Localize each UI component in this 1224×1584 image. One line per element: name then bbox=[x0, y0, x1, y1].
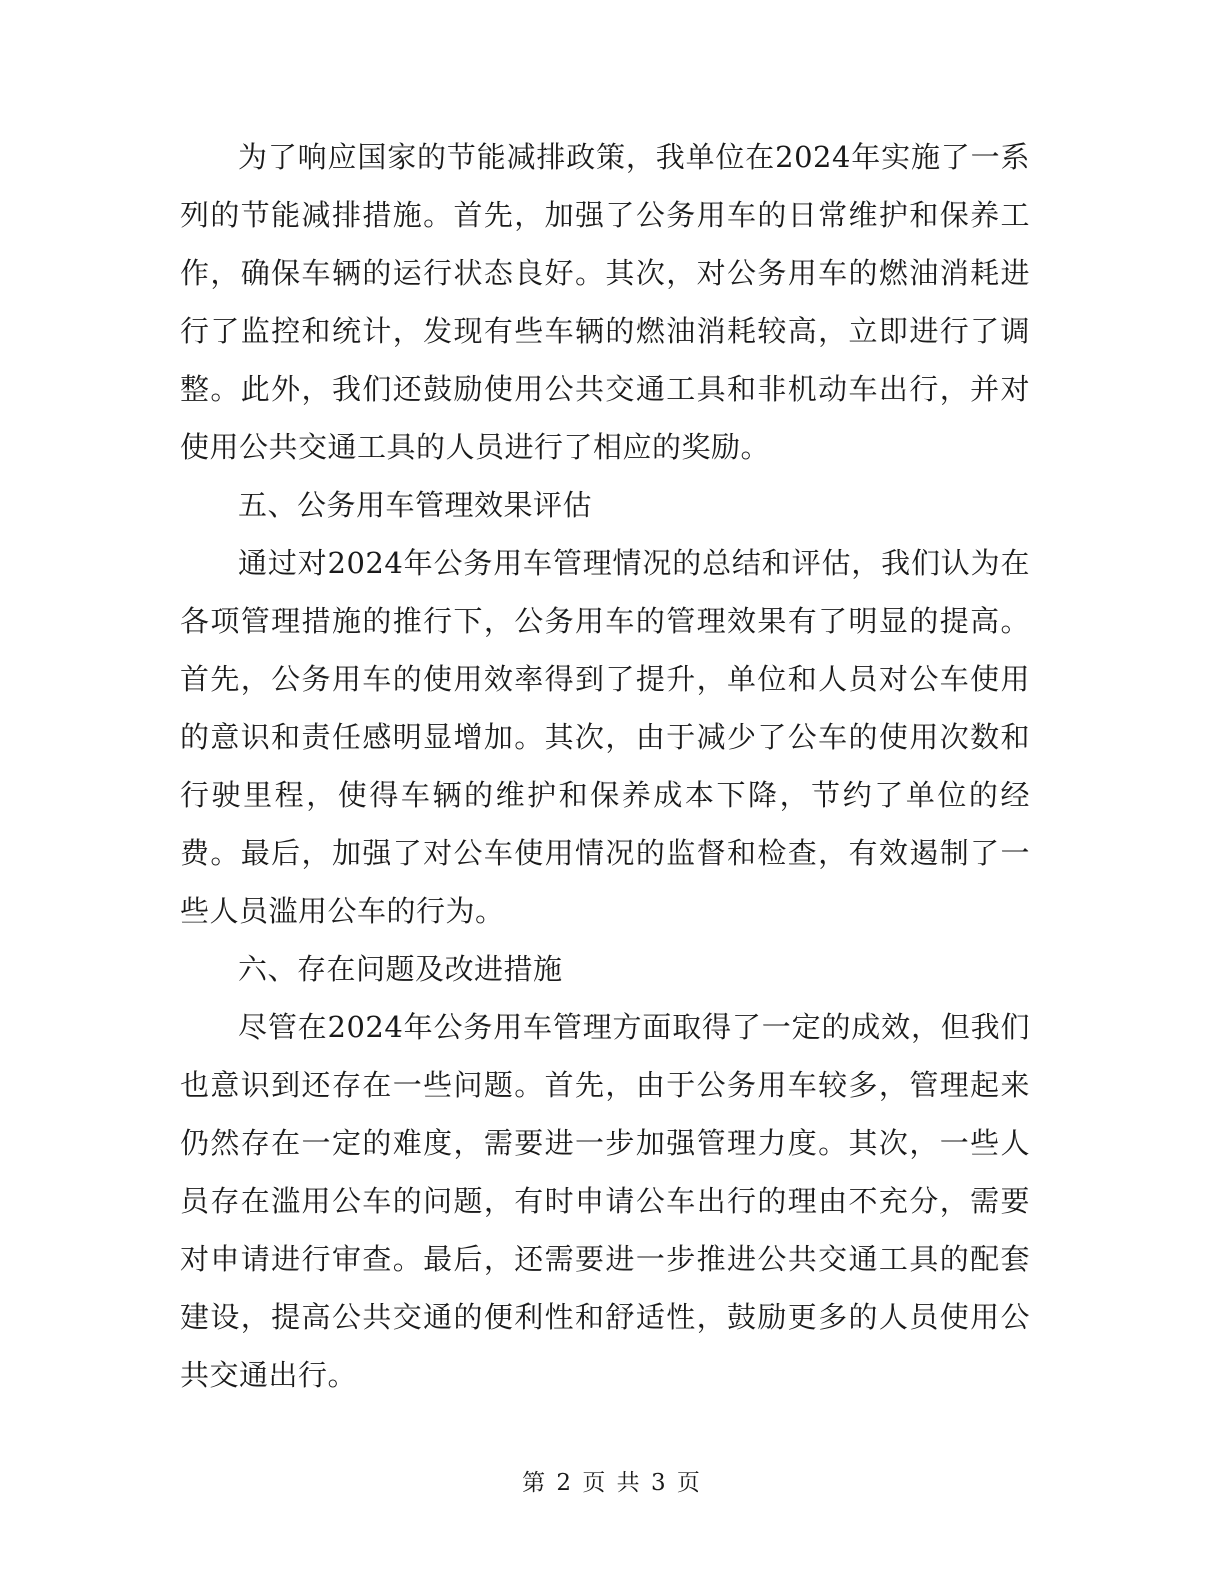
paragraph-problems: 尽管在2024年公务用车管理方面取得了一定的成效，但我们也意识到还存在一些问题。首先，由于公务用车较多，管理起来仍然存在一定的难度，需要进一步加强管理力度。其次，一些人员存在滥用公车的问题，有时申请公车出行的理由不充分，需要对申请进行审查。最后，还需要进一步推进公共交通工具的配套建设，提高公共交通的便利性和舒适性，鼓励更多的人员使用公共交通出行。 bbox=[180, 1010, 1030, 1392]
paragraph-energy-saving: 为了响应国家的节能减排政策，我单位在2024年实施了一系列的节能减排措施。首先，加强了公务用车的日常维护和保养工作，确保车辆的运行状态良好。其次，对公务用车的燃油消耗进行了监控和统计，发现有些车辆的燃油消耗较高，立即进行了调整。此外，我们还鼓励使用公共交通工具和非机动车出行，并对使用公共交通工具的人员进行了相应的奖励。 bbox=[180, 140, 1030, 464]
document-body bbox=[180, 128, 1030, 1404]
paragraph-effect-evaluation: 通过对2024年公务用车管理情况的总结和评估，我们认为在各项管理措施的推行下，公务用车的管理效果有了明显的提高。首先，公务用车的使用效率得到了提升，单位和人员对公车使用的意识和责任感明显增加。其次，由于减少了公车的使用次数和行驶里程，使得车辆的维护和保养成本下降，节约了单位的经费。最后，加强了对公车使用情况的监督和检查，有效遏制了一些人员滥用公车的行为。 bbox=[180, 546, 1030, 928]
section-heading-effect-evaluation: 五、公务用车管理效果评估 bbox=[238, 488, 593, 522]
section-heading-problems: 六、存在问题及改进措施 bbox=[238, 952, 563, 986]
page-number-footer: 第 2 页 共 3 页 bbox=[522, 1470, 702, 1496]
